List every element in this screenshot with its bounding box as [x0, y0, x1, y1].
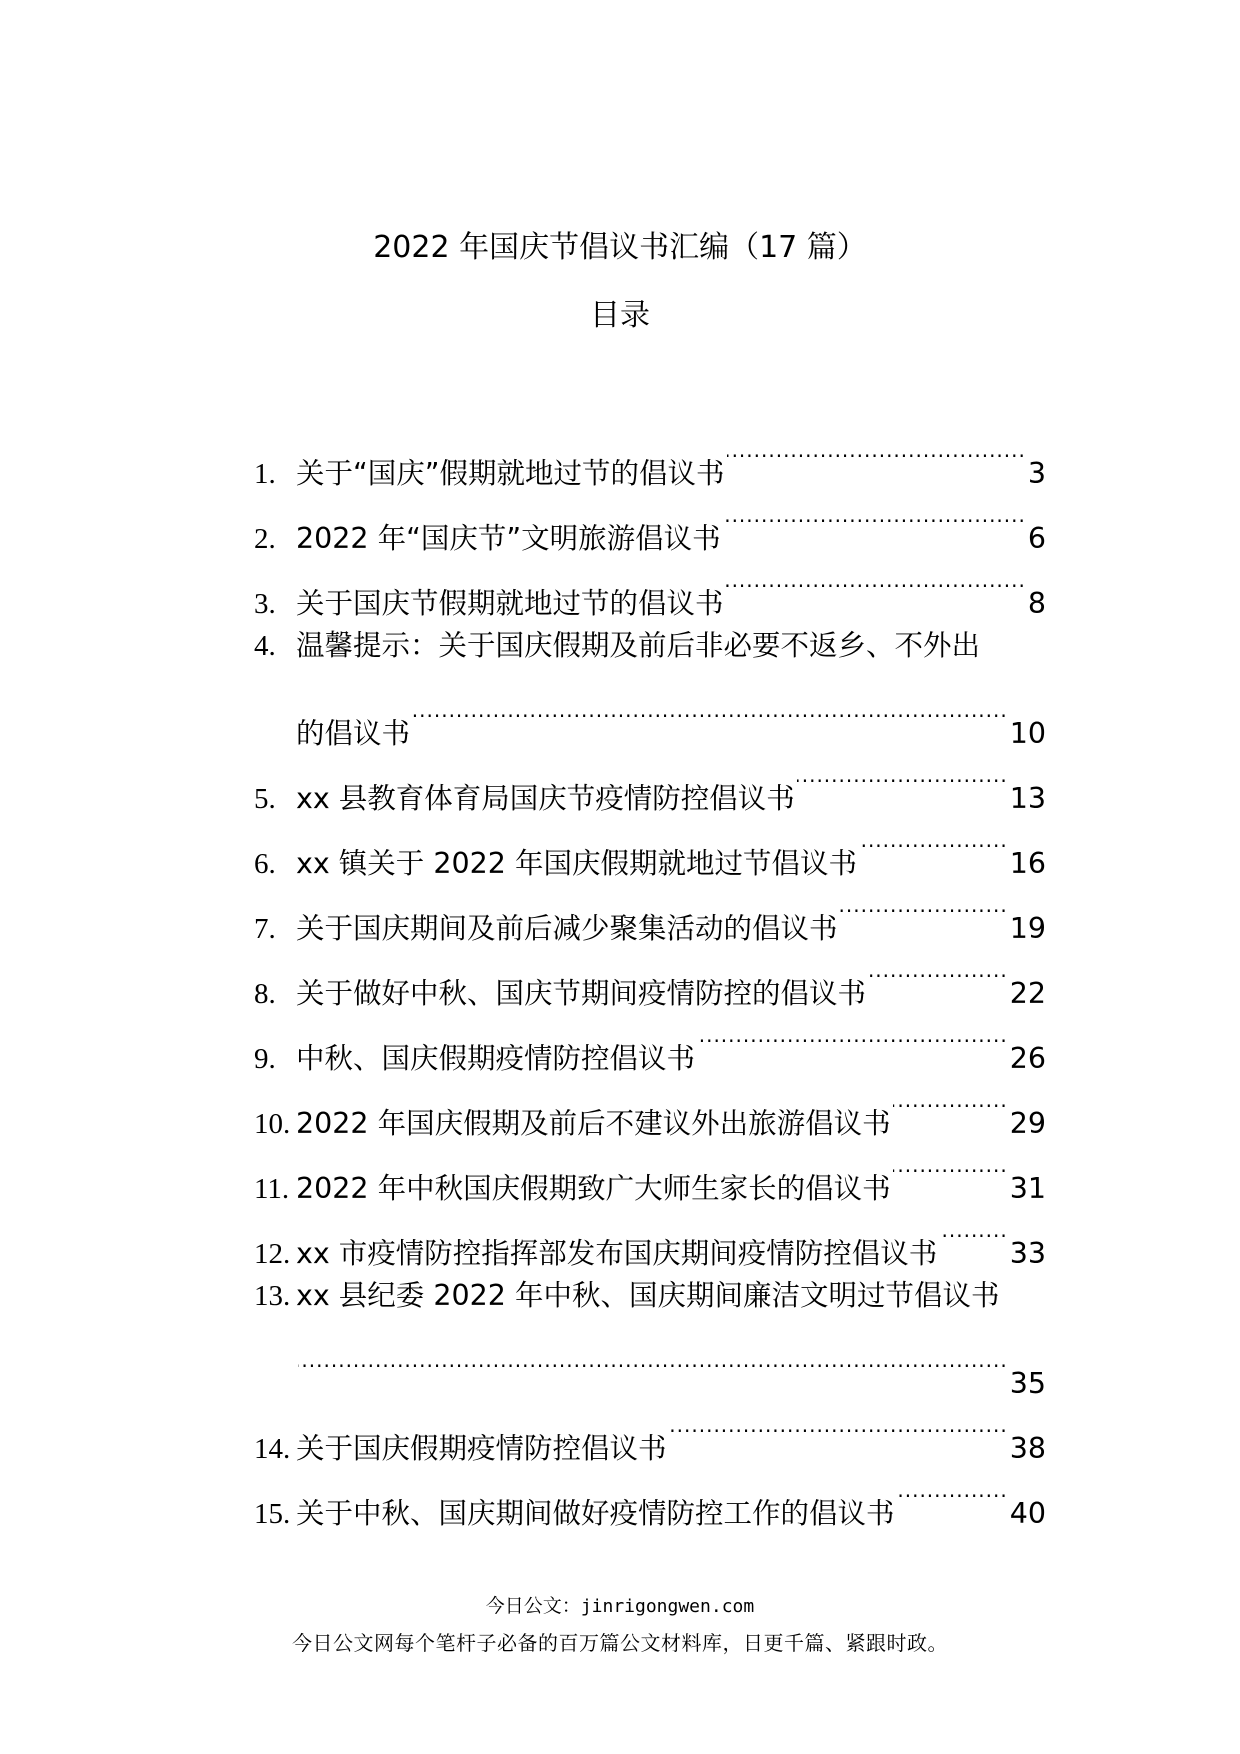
toc-entry-page: 29	[1009, 1107, 1046, 1140]
toc-entry-label: 关于做好中秋、国庆节期间疫情防控的倡议书	[296, 977, 867, 1010]
toc-entry-label: 2022 年国庆假期及前后不建议外出旅游倡议书	[296, 1107, 891, 1140]
toc-entry-label: 2022 年中秋国庆假期致广大师生家长的倡议书	[296, 1172, 891, 1205]
toc-entry-label: xx 镇关于 2022 年国庆假期就地过节倡议书	[296, 847, 857, 880]
toc-leader-dots	[723, 483, 1026, 548]
toc-entry[interactable]	[254, 548, 1046, 620]
toc-entry[interactable]	[254, 1263, 1046, 1328]
toc-entry-number: 4.	[254, 630, 276, 662]
toc-entry-page: 35	[1009, 1367, 1046, 1400]
toc-entry[interactable]	[254, 808, 1046, 880]
toc-entry-continuation[interactable]	[254, 678, 1046, 750]
toc-entry-label: 关于国庆期间及前后减少聚集活动的倡议书	[296, 912, 838, 945]
toc-entry-page: 13	[1009, 782, 1046, 815]
toc-entry-label: 关于中秋、国庆期间做好疫情防控工作的倡议书	[296, 1497, 895, 1530]
toc-entry-label: xx 市疫情防控指挥部发布国庆期间疫情防控倡议书	[296, 1237, 938, 1270]
toc-entry-number: 15.	[254, 1498, 291, 1530]
toc-entry-number: 7.	[254, 913, 276, 945]
toc-entry-number: 11.	[254, 1173, 290, 1205]
toc-entry-number: 10.	[254, 1108, 291, 1140]
toc-entry-page: 8	[1027, 587, 1046, 620]
toc-entry-page: 26	[1009, 1042, 1046, 1075]
toc-entry-number: 1.	[254, 458, 276, 490]
toc-entry[interactable]	[254, 1003, 1046, 1075]
toc-entry-page: 40	[1009, 1497, 1046, 1530]
toc-entry-label: 关于国庆假期疫情防控倡议书	[296, 1432, 667, 1465]
toc-entry-number: 5.	[254, 783, 276, 815]
toc-entry-number: 2.	[254, 523, 276, 555]
toc-entry[interactable]	[254, 418, 1046, 490]
toc-entry[interactable]	[254, 1198, 1046, 1270]
table-of-contents	[254, 418, 1046, 1530]
footer-slogan: 今日公文网每个笔杆子必备的百万篇公文材料库，日更千篇、紧跟时政。	[292, 1631, 948, 1655]
footer-site-prefix: 今日公文：	[485, 1595, 581, 1617]
toc-entry-number: 9.	[254, 1043, 276, 1075]
toc-leader-dots	[697, 1003, 1008, 1068]
toc-leader-dots	[412, 678, 1008, 743]
toc-leader-dots	[897, 1458, 1008, 1523]
toc-entry-page: 38	[1009, 1432, 1046, 1465]
toc-entry-label: xx 县教育体育局国庆节疫情防控倡议书	[296, 782, 795, 815]
toc-entry-label: 关于“国庆”假期就地过节的倡议书	[296, 457, 725, 490]
toc-leader-dots	[893, 1133, 1008, 1198]
toc-entry[interactable]	[254, 1068, 1046, 1140]
toc-entry-number: 3.	[254, 588, 276, 620]
toc-leader-dots	[726, 548, 1026, 613]
toc-entry-label: 温馨提示：关于国庆假期及前后非必要不返乡、不外出	[296, 629, 981, 662]
toc-leader-dots	[893, 1068, 1008, 1133]
toc-entry[interactable]	[254, 613, 1046, 678]
toc-entry-label: 2022 年“国庆节”文明旅游倡议书	[296, 522, 721, 555]
toc-heading: 目录	[590, 298, 650, 333]
toc-leader-dots	[868, 938, 1008, 1003]
toc-entry[interactable]	[254, 1458, 1046, 1530]
toc-entry-number: 12.	[254, 1238, 291, 1270]
toc-entry-continuation[interactable]	[254, 1328, 1046, 1400]
toc-entry-page: 10	[1009, 717, 1046, 750]
toc-entry-page: 22	[1009, 977, 1046, 1010]
toc-leader-dots	[298, 1328, 1008, 1393]
toc-entry-page: 33	[1009, 1237, 1046, 1270]
document-title: 2022 年国庆节倡议书汇编（17 篇）	[373, 230, 867, 265]
toc-entry-number: 14.	[254, 1433, 291, 1465]
toc-entry[interactable]	[254, 873, 1046, 945]
toc-entry[interactable]	[254, 1393, 1046, 1465]
toc-entry-number: 6.	[254, 848, 276, 880]
toc-entry-label-continued: 的倡议书	[296, 717, 411, 750]
toc-entry-label: 中秋、国庆假期疫情防控倡议书	[296, 1042, 696, 1075]
toc-leader-dots	[840, 873, 1008, 938]
toc-entry-number: 8.	[254, 978, 276, 1010]
toc-entry-page: 19	[1009, 912, 1046, 945]
toc-entry[interactable]	[254, 938, 1046, 1010]
toc-leader-dots	[669, 1393, 1008, 1458]
toc-entry-label: 关于国庆节假期就地过节的倡议书	[296, 587, 724, 620]
toc-entry[interactable]	[254, 743, 1046, 815]
toc-leader-dots	[797, 743, 1008, 808]
footer-site-line	[0, 1592, 1240, 1621]
toc-leader-dots	[727, 418, 1026, 483]
toc-leader-dots	[859, 808, 1008, 873]
toc-entry[interactable]	[254, 483, 1046, 555]
toc-entry[interactable]	[254, 1133, 1046, 1205]
footer-site-link[interactable]: jinrigongwen.com	[580, 1596, 755, 1617]
toc-entry-page: 16	[1009, 847, 1046, 880]
toc-entry-label: xx 县纪委 2022 年中秋、国庆期间廉洁文明过节倡议书	[296, 1279, 1000, 1312]
toc-entry-page: 3	[1027, 457, 1046, 490]
toc-entry-number: 13.	[254, 1280, 291, 1312]
toc-leader-dots	[939, 1198, 1007, 1263]
toc-entry-page: 6	[1027, 522, 1046, 555]
toc-entry-page: 31	[1009, 1172, 1046, 1205]
